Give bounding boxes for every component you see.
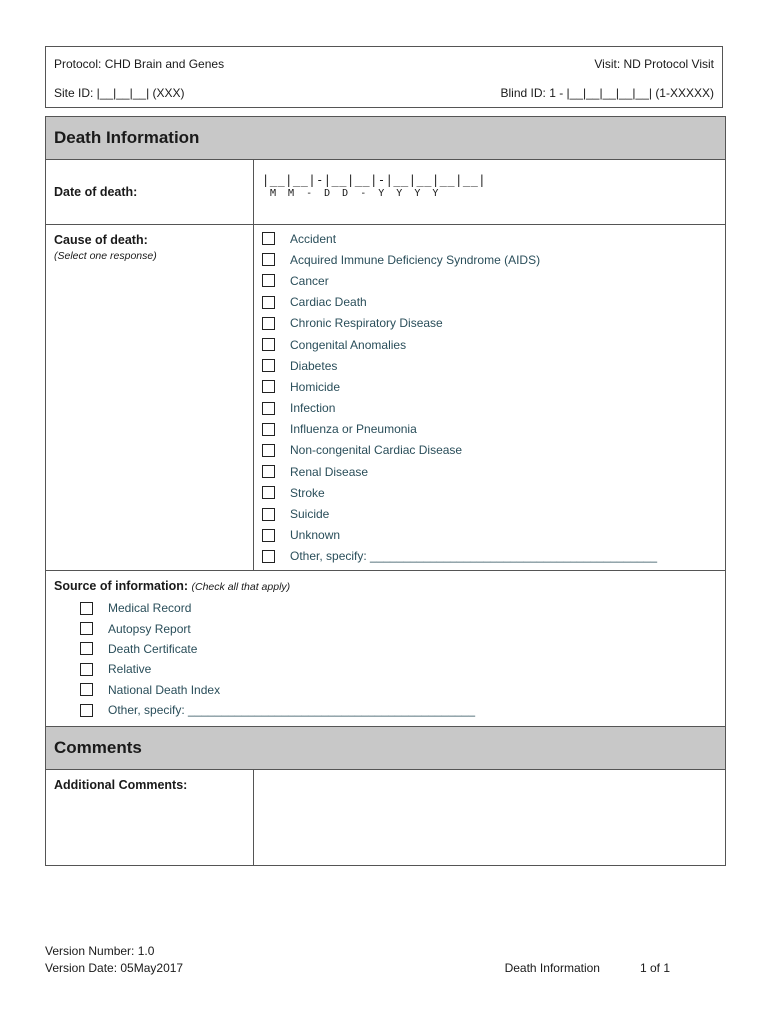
checkbox[interactable]: [262, 508, 275, 521]
option-label: Influenza or Pneumonia: [290, 422, 417, 437]
option-label: Autopsy Report: [108, 621, 191, 636]
option-item[interactable]: [262, 376, 725, 397]
option-label: Suicide: [290, 507, 330, 522]
checkbox[interactable]: [262, 359, 275, 372]
checkbox[interactable]: [262, 274, 275, 287]
option-label: Other, specify: ___________________________________________: [108, 703, 476, 718]
option-item[interactable]: [262, 334, 725, 355]
additional-comments-label: Additional Comments:: [46, 770, 254, 866]
source-row: [46, 571, 726, 727]
option-item[interactable]: [262, 270, 725, 291]
death-information-form: [45, 116, 726, 866]
option-item[interactable]: [262, 440, 725, 461]
option-label: Homicide: [290, 379, 341, 394]
cause-options-cell: [254, 225, 726, 571]
option-item[interactable]: [262, 292, 725, 313]
option-label: Medical Record: [108, 601, 192, 616]
option-label: Unknown: [290, 528, 341, 543]
source-note: (Check all that apply): [191, 581, 291, 593]
checkbox[interactable]: [262, 486, 275, 499]
checkbox[interactable]: [262, 444, 275, 457]
option-item[interactable]: [262, 482, 725, 503]
option-label: Other, specify: ___________________________________________: [290, 549, 658, 564]
option-label: Relative: [108, 662, 152, 677]
cause-of-death-label: Cause of death:: [54, 233, 148, 247]
option-label: Cancer: [290, 273, 329, 288]
site-id-field[interactable]: Site ID: |__|__|__| (XXX): [54, 86, 185, 100]
option-item[interactable]: [262, 461, 725, 482]
version-number: Version Number: 1.0: [45, 944, 155, 958]
checkbox[interactable]: [262, 465, 275, 478]
option-item[interactable]: [262, 249, 725, 270]
death-section-header: [46, 117, 726, 160]
checkbox[interactable]: [80, 683, 93, 696]
checkbox[interactable]: [80, 704, 93, 717]
checkbox[interactable]: [80, 663, 93, 676]
date-of-death-row: [46, 160, 726, 225]
cause-of-death-note: (Select one response): [54, 250, 157, 262]
checkbox[interactable]: [80, 622, 93, 635]
source-cell: [46, 571, 726, 727]
comments-title: Comments: [46, 727, 726, 770]
source-options-list: [54, 598, 717, 720]
option-label: Accident: [290, 231, 337, 246]
checkbox[interactable]: [262, 380, 275, 393]
checkbox[interactable]: [262, 338, 275, 351]
comments-row: [46, 770, 726, 866]
option-item[interactable]: [262, 419, 725, 440]
option-item[interactable]: [262, 546, 725, 567]
cause-options-list: [254, 225, 725, 570]
checkbox[interactable]: [80, 602, 93, 615]
option-label: Chronic Respiratory Disease: [290, 316, 443, 331]
form-header: [45, 46, 723, 108]
checkbox[interactable]: [262, 296, 275, 309]
option-item[interactable]: [262, 313, 725, 334]
option-label: Death Certificate: [108, 641, 198, 656]
date-of-death-field[interactable]: [254, 160, 726, 225]
version-date: Version Date: 05May2017: [45, 961, 184, 975]
checkbox[interactable]: [262, 253, 275, 266]
source-heading: [54, 579, 717, 593]
cause-of-death-label-cell: [46, 225, 254, 571]
option-item[interactable]: [262, 398, 725, 419]
option-label: Diabetes: [290, 358, 338, 373]
option-label: Congenital Anomalies: [290, 337, 407, 352]
option-item[interactable]: [80, 659, 717, 679]
option-label: Acquired Immune Deficiency Syndrome (AIDS): [290, 252, 541, 267]
option-label: Non-congenital Cardiac Disease: [290, 443, 463, 458]
option-item[interactable]: [262, 503, 725, 524]
option-item[interactable]: [80, 639, 717, 659]
date-blanks[interactable]: |__|__|-|__|__|-|__|__|__|__|: [262, 173, 487, 187]
option-item[interactable]: [80, 700, 717, 720]
checkbox[interactable]: [262, 550, 275, 563]
option-item[interactable]: [80, 598, 717, 618]
option-label: Infection: [290, 401, 336, 416]
page-footer: [45, 944, 725, 978]
date-format-hint: M M - D D - Y Y Y Y: [270, 188, 442, 199]
source-label: Source of information:: [54, 579, 189, 593]
cause-of-death-row: [46, 225, 726, 571]
option-label: National Death Index: [108, 682, 221, 697]
option-item[interactable]: [80, 618, 717, 638]
checkbox[interactable]: [262, 529, 275, 542]
option-item[interactable]: [262, 355, 725, 376]
additional-comments-field[interactable]: [254, 770, 726, 866]
checkbox[interactable]: [262, 402, 275, 415]
option-label: Renal Disease: [290, 464, 369, 479]
option-label: Cardiac Death: [290, 295, 367, 310]
checkbox[interactable]: [80, 642, 93, 655]
page-number: 1 of 1: [639, 961, 670, 975]
option-item[interactable]: [262, 228, 725, 249]
option-item[interactable]: [262, 525, 725, 546]
checkbox[interactable]: [262, 317, 275, 330]
visit-label: Visit: ND Protocol Visit: [594, 57, 714, 71]
protocol-label: Protocol: CHD Brain and Genes: [54, 57, 225, 71]
blind-id-field[interactable]: Blind ID: 1 - |__|__|__|__|__| (1-XXXXX): [500, 86, 714, 100]
option-label: Stroke: [290, 485, 325, 500]
checkbox[interactable]: [262, 232, 275, 245]
section-title: Death Information: [46, 117, 726, 160]
option-item[interactable]: [80, 680, 717, 700]
checkbox[interactable]: [262, 423, 275, 436]
footer-form-name: Death Information: [504, 961, 600, 975]
date-of-death-label: Date of death:: [46, 160, 254, 225]
comments-section-header: [46, 727, 726, 770]
